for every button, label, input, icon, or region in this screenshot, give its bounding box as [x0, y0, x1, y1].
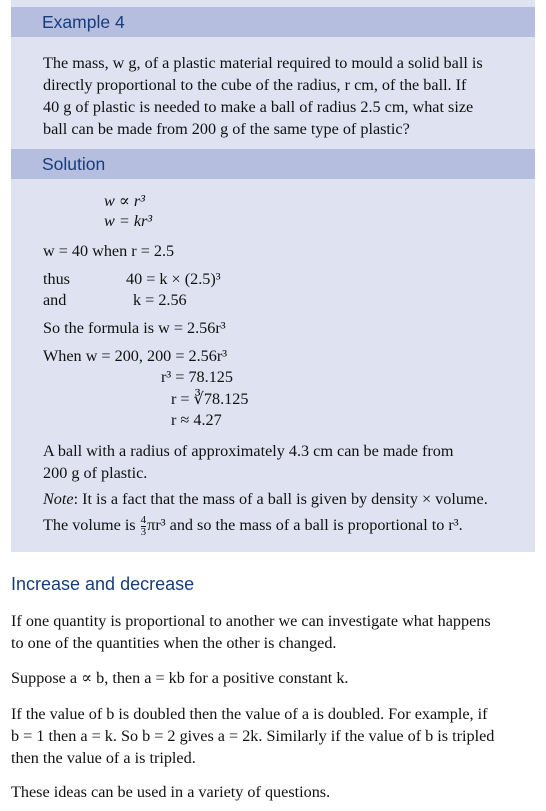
- solution-title: Solution: [11, 149, 535, 179]
- note-label: Note: [43, 490, 74, 508]
- substitution-line: When w = 200, 200 = 2.56r³: [43, 347, 228, 365]
- paragraph-line: to one of the quantities when the other is changed.: [11, 634, 337, 652]
- step-root: r = ∛78.125: [171, 390, 249, 408]
- note-line: [43, 488, 488, 510]
- fraction-four-thirds: [141, 515, 147, 538]
- volume-pre: The volume is: [43, 516, 140, 534]
- paragraph-line: If one quantity is proportional to another we can investigate what happens: [11, 612, 491, 630]
- section-heading: Increase and decrease: [11, 574, 195, 594]
- fraction-numerator: 4: [140, 513, 147, 526]
- note-text: : It is a fact that the mass of a ball is given by density × volume.: [73, 490, 488, 508]
- problem-line: directly proportional to the cube of the radius, r cm, of the ball. If: [43, 76, 467, 94]
- and-equation: k = 2.56: [133, 291, 187, 309]
- paragraph-line: b = 1 then a = k. So b = 2 gives a = 2k. Similarly if the value of b is tripled: [11, 727, 495, 745]
- paragraph-line: then the value of a is tripled.: [11, 749, 196, 767]
- thus-equation: 40 = k × (2.5)³: [126, 270, 221, 288]
- equation-proportional: w ∝ r³: [104, 192, 145, 210]
- problem-line: ball can be made from 200 g of the same type of plastic?: [43, 120, 410, 138]
- step-cube: r³ = 78.125: [161, 368, 233, 386]
- formula-line: So the formula is w = 2.56r³: [43, 319, 226, 337]
- answer-line: 200 g of plastic.: [43, 464, 148, 482]
- equation-constant: w = kr³: [104, 212, 153, 230]
- paragraph-line: If the value of b is doubled then the value of a is doubled. For example, if: [11, 705, 488, 723]
- volume-post: πr³ and so the mass of a ball is proportional to r³.: [147, 516, 463, 534]
- example-title: Example 4: [11, 7, 535, 37]
- fraction-denominator: 3: [140, 525, 147, 538]
- volume-line: [43, 514, 463, 538]
- answer-line: A ball with a radius of approximately 4.3 cm can be made from: [43, 442, 454, 460]
- thus-label: thus: [43, 270, 70, 288]
- given-values: w = 40 when r = 2.5: [43, 242, 175, 260]
- step-approx: r ≈ 4.27: [171, 411, 222, 429]
- paragraph-line: These ideas can be used in a variety of questions.: [11, 783, 331, 801]
- paragraph-line: Suppose a ∝ b, then a = kb for a positive constant k.: [11, 669, 349, 687]
- and-label: and: [43, 291, 67, 309]
- problem-line: 40 g of plastic is needed to make a ball of radius 2.5 cm, what size: [43, 98, 474, 116]
- problem-line: The mass, w g, of a plastic material required to mould a solid ball is: [43, 54, 483, 72]
